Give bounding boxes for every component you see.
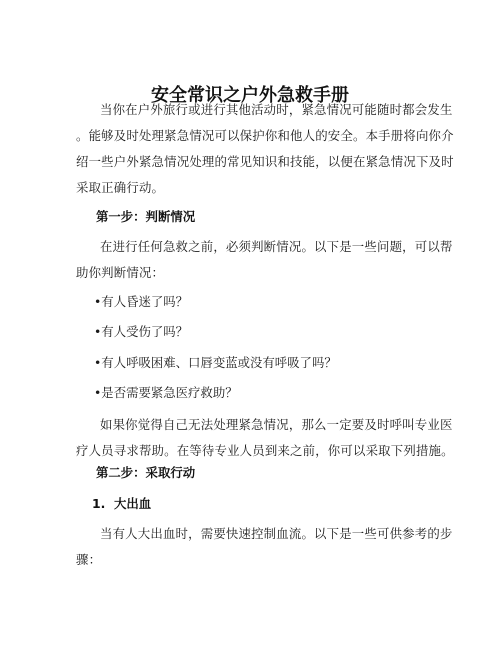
list-item: •有人受伤了吗？ — [94, 324, 189, 339]
step1-heading: 第一步：判断情况 — [96, 209, 196, 224]
step2-subheading: 1. 大出血 — [92, 496, 152, 511]
intro-line: 当你在户外旅行或进行其他活动时，紧急情况可能随时都会发生 — [100, 102, 453, 117]
step1-line: 在进行任何急救之前，必须判断情况。以下是一些问题，可以帮 — [100, 239, 453, 254]
step2-line: 当有人大出血时，需要快速控制血流。以下是一些可供参考的步 — [100, 526, 453, 541]
list-item: •有人呼吸困难、口唇变蓝或没有呼吸了吗？ — [94, 355, 337, 370]
intro-line: 。能够及时处理紧急情况可以保护你和他人的安全。本手册将向你介 — [76, 128, 454, 143]
step1-line: 助你判断情况： — [76, 265, 165, 280]
intro-line: 采取正确行动。 — [76, 180, 165, 195]
intro-line: 绍一些户外紧急情况处理的常见知识和技能，以便在紧急情况下及时 — [76, 154, 454, 169]
step1-followup-line: 疗人员寻求帮助。在等待专业人员到来之前，你可以采取下列措施。 — [76, 443, 454, 458]
step1-paragraph — [76, 234, 453, 286]
step1-followup-paragraph — [76, 412, 454, 464]
document-title: 安全常识之户外急救手册 — [151, 85, 349, 106]
list-item: •有人昏迷了吗？ — [94, 294, 189, 309]
list-item: •是否需要紧急医疗救助？ — [94, 385, 238, 400]
step2-paragraph — [76, 521, 453, 573]
step1-followup-line: 如果你觉得自己无法处理紧急情况，那么一定要及时呼叫专业医 — [100, 417, 453, 432]
step2-heading: 第二步：采取行动 — [96, 465, 196, 480]
step2-line: 骤： — [76, 552, 102, 567]
intro-paragraph — [76, 97, 454, 201]
